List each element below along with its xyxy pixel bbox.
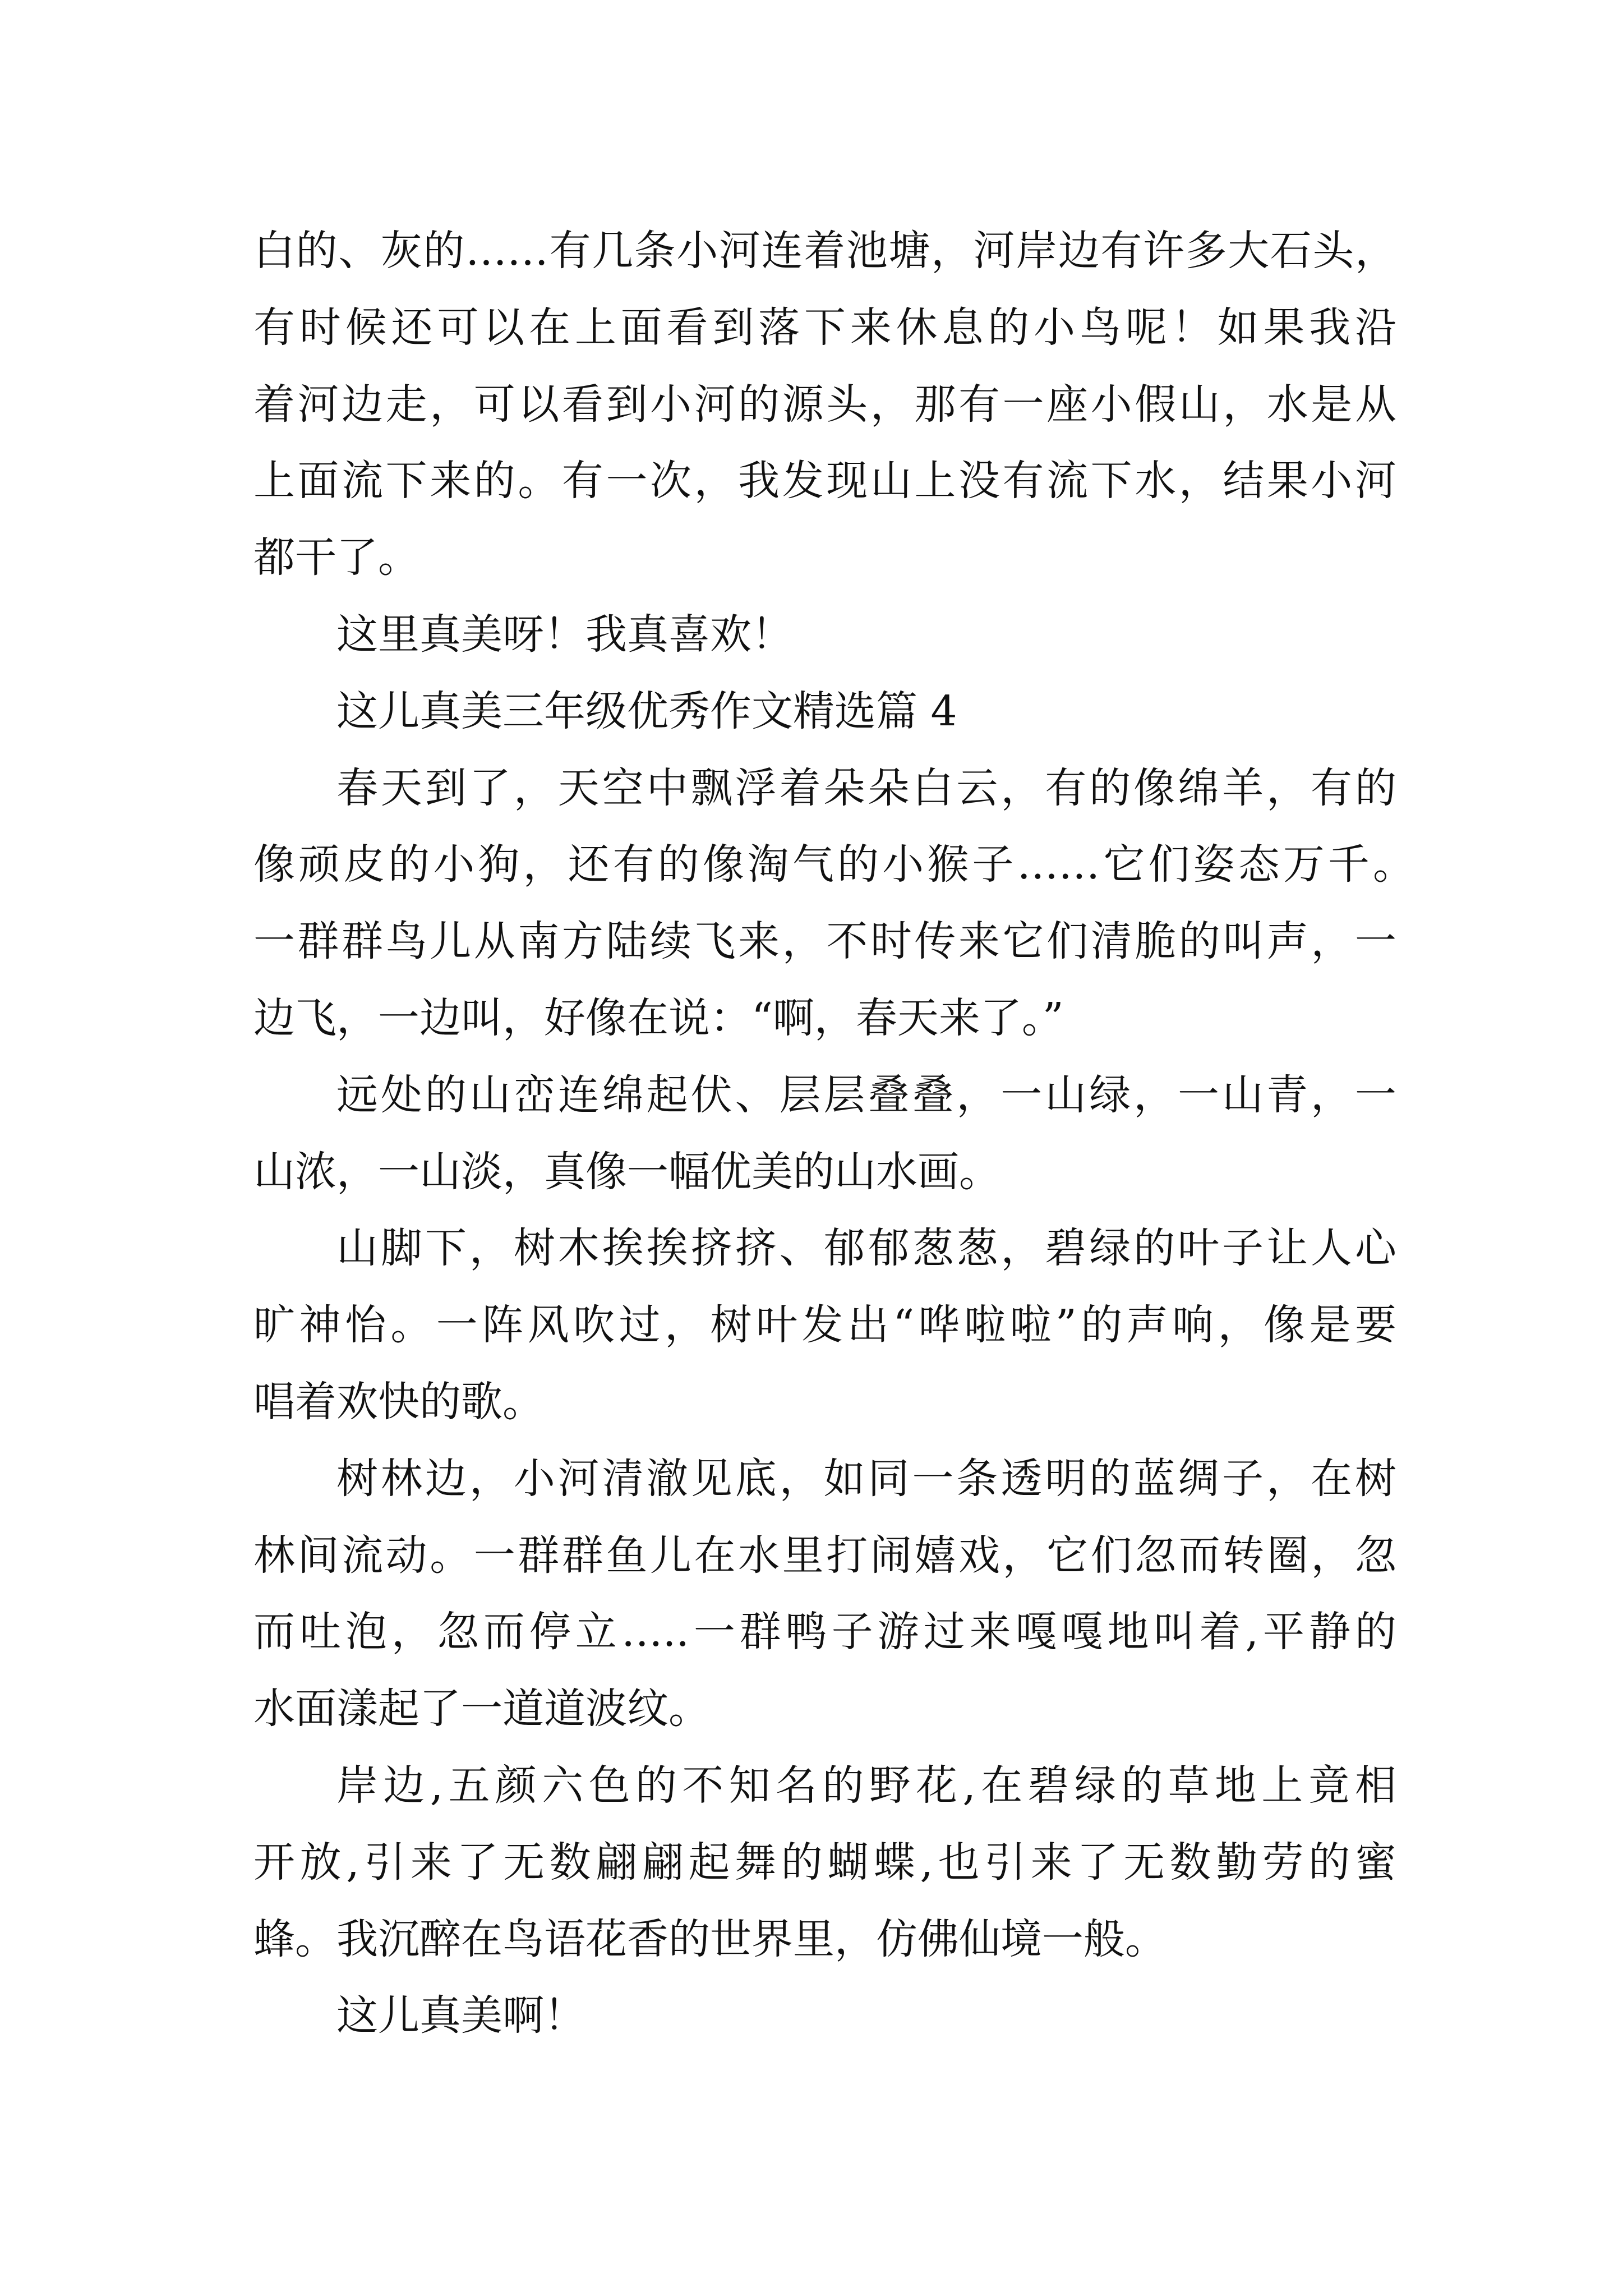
text-line: 着河边走，可以看到小河的源头，那有一座小假山，水是从 xyxy=(253,380,1396,429)
text-line: 这里真美呀！我真喜欢！ xyxy=(336,610,793,659)
text-line: 蜂。我沉醉在鸟语花香的世界里，仿佛仙境一般。 xyxy=(253,1915,1166,1963)
text-line: 有时候还可以在上面看到落下来休息的小鸟呢！如果我沿 xyxy=(253,303,1396,352)
text-line: 都干了。 xyxy=(253,533,419,582)
essay-title-text: 这儿真美三年级优秀作文精选篇 4 xyxy=(336,687,957,735)
text-line: 一群群鸟儿从南方陆续飞来，不时传来它们清脆的叫声，一 xyxy=(253,917,1396,966)
paragraph xyxy=(253,1441,1396,1747)
text-line: 山浓，一山淡，真像一幅优美的山水画。 xyxy=(253,1147,1000,1196)
text-line: 岸边,五颜六色的不知名的野花,在碧绿的草地上竟相 xyxy=(336,1761,1396,1810)
paragraph xyxy=(253,750,1414,1057)
text-line: 开放,引来了无数翩翩起舞的蝴蝶,也引来了无数勤劳的蜜 xyxy=(253,1838,1396,1887)
paragraph xyxy=(253,596,1396,673)
paragraph xyxy=(253,1747,1396,1977)
text-line: 而吐泡，忽而停立…..一群鸭子游过来嘎嘎地叫着,平静的 xyxy=(253,1608,1396,1657)
text-line: 白的、灰的……有几条小河连着池塘，河岸边有许多大石头， xyxy=(253,227,1396,275)
text-line: 像顽皮的小狗，还有的像淘气的小猴子……它们姿态万千。 xyxy=(253,840,1414,889)
text-line: 唱着欢快的歌。 xyxy=(253,1377,544,1426)
text-line: 远处的山峦连绵起伏、层层叠叠，一山绿，一山青，一 xyxy=(336,1070,1396,1119)
paragraph xyxy=(253,1210,1396,1440)
paragraph xyxy=(253,213,1396,596)
text-line: 上面流下来的。有一次，我发现山上没有流下水，结果小河 xyxy=(253,457,1396,505)
text-line: 山脚下，树木挨挨挤挤、郁郁葱葱，碧绿的叶子让人心 xyxy=(336,1224,1396,1273)
text-line: 树林边，小河清澈见底，如同一条透明的蓝绸子，在树 xyxy=(336,1454,1396,1503)
text-line: 水面漾起了一道道波纹。 xyxy=(253,1685,710,1733)
paragraph xyxy=(253,1057,1396,1211)
text-line: 林间流动。一群群鱼儿在水里打闹嬉戏，它们忽而转圈，忽 xyxy=(253,1531,1396,1580)
paragraph xyxy=(253,1977,1396,2054)
text-line: 旷神怡。一阵风吹过，树叶发出“哗啦啦”的声响，像是要 xyxy=(253,1301,1396,1350)
essay-title xyxy=(253,673,1396,750)
text-line: 这儿真美啊！ xyxy=(336,1991,585,2040)
document-body xyxy=(253,213,1414,2054)
text-line: 春天到了，天空中飘浮着朵朵白云，有的像绵羊，有的 xyxy=(336,763,1396,812)
text-line: 边飞，一边叫，好像在说：“啊，春天来了。” xyxy=(253,993,1064,1042)
